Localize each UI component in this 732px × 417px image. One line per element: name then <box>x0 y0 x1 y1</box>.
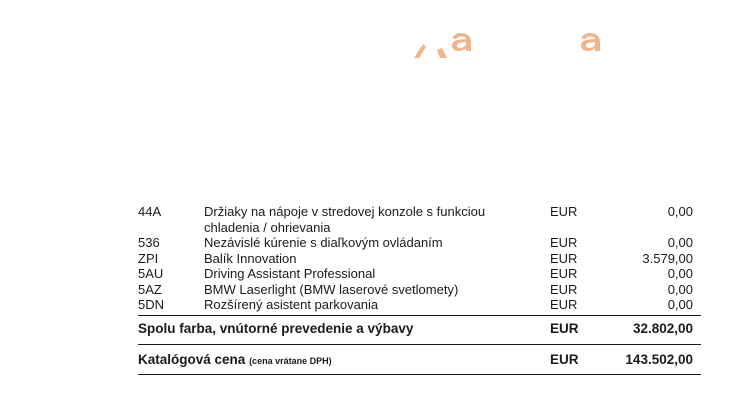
item-code: 536 <box>138 235 160 250</box>
equipment-row <box>138 251 701 267</box>
item-currency: EUR <box>550 250 578 266</box>
item-price: 0,00 <box>667 281 693 297</box>
item-currency: EUR <box>550 297 578 312</box>
subtotal-label: Spolu farba, vnútorné prevedenie a výbavy <box>138 320 414 336</box>
subtotal-row <box>138 315 701 342</box>
item-code: 5DN <box>138 297 165 312</box>
item-price: 3.579,00 <box>642 250 693 266</box>
item-currency: EUR <box>550 266 578 281</box>
item-description: BMW Laserlight (BMW laserové svetlomety) <box>204 281 459 297</box>
item-description: Driving Assistant Professional <box>204 266 376 281</box>
item-price: 0,00 <box>667 297 693 312</box>
total-currency: EUR <box>550 351 579 367</box>
total-row <box>138 344 701 375</box>
total-price: 143.502,00 <box>625 351 693 367</box>
item-description: Držiaky na nápoje v stredovej konzole s funkciou chladenia / ohrievania <box>204 204 486 235</box>
item-currency: EUR <box>550 204 578 219</box>
item-description: Nezávislé kúrenie s diaľkovým ovládaním <box>204 235 443 250</box>
item-description: Rozšírený asistent parkovania <box>204 297 379 312</box>
subtotal-currency: EUR <box>550 320 579 336</box>
equipment-row <box>138 235 701 251</box>
item-price: 0,00 <box>667 235 693 250</box>
total-note: (cena vrátane DPH) <box>249 355 332 366</box>
item-currency: EUR <box>550 235 578 250</box>
item-price: 0,00 <box>667 204 693 219</box>
item-price: 0,00 <box>667 266 693 281</box>
total-label-group <box>138 345 332 376</box>
equipment-row <box>138 204 701 235</box>
total-label: Katalógová cena <box>138 351 246 367</box>
item-currency: EUR <box>550 281 578 297</box>
item-code: 5AZ <box>138 281 162 297</box>
item-code: 44A <box>138 204 162 219</box>
item-description: Balík Innovation <box>204 250 297 266</box>
item-code: ZPI <box>138 250 159 266</box>
equipment-row <box>138 282 701 298</box>
equipment-table <box>138 204 701 375</box>
item-code: 5AU <box>138 266 164 281</box>
equipment-row <box>138 266 701 282</box>
watermark-graphic <box>0 0 732 80</box>
equipment-row <box>138 297 701 313</box>
subtotal-price: 32.802,00 <box>632 320 693 336</box>
